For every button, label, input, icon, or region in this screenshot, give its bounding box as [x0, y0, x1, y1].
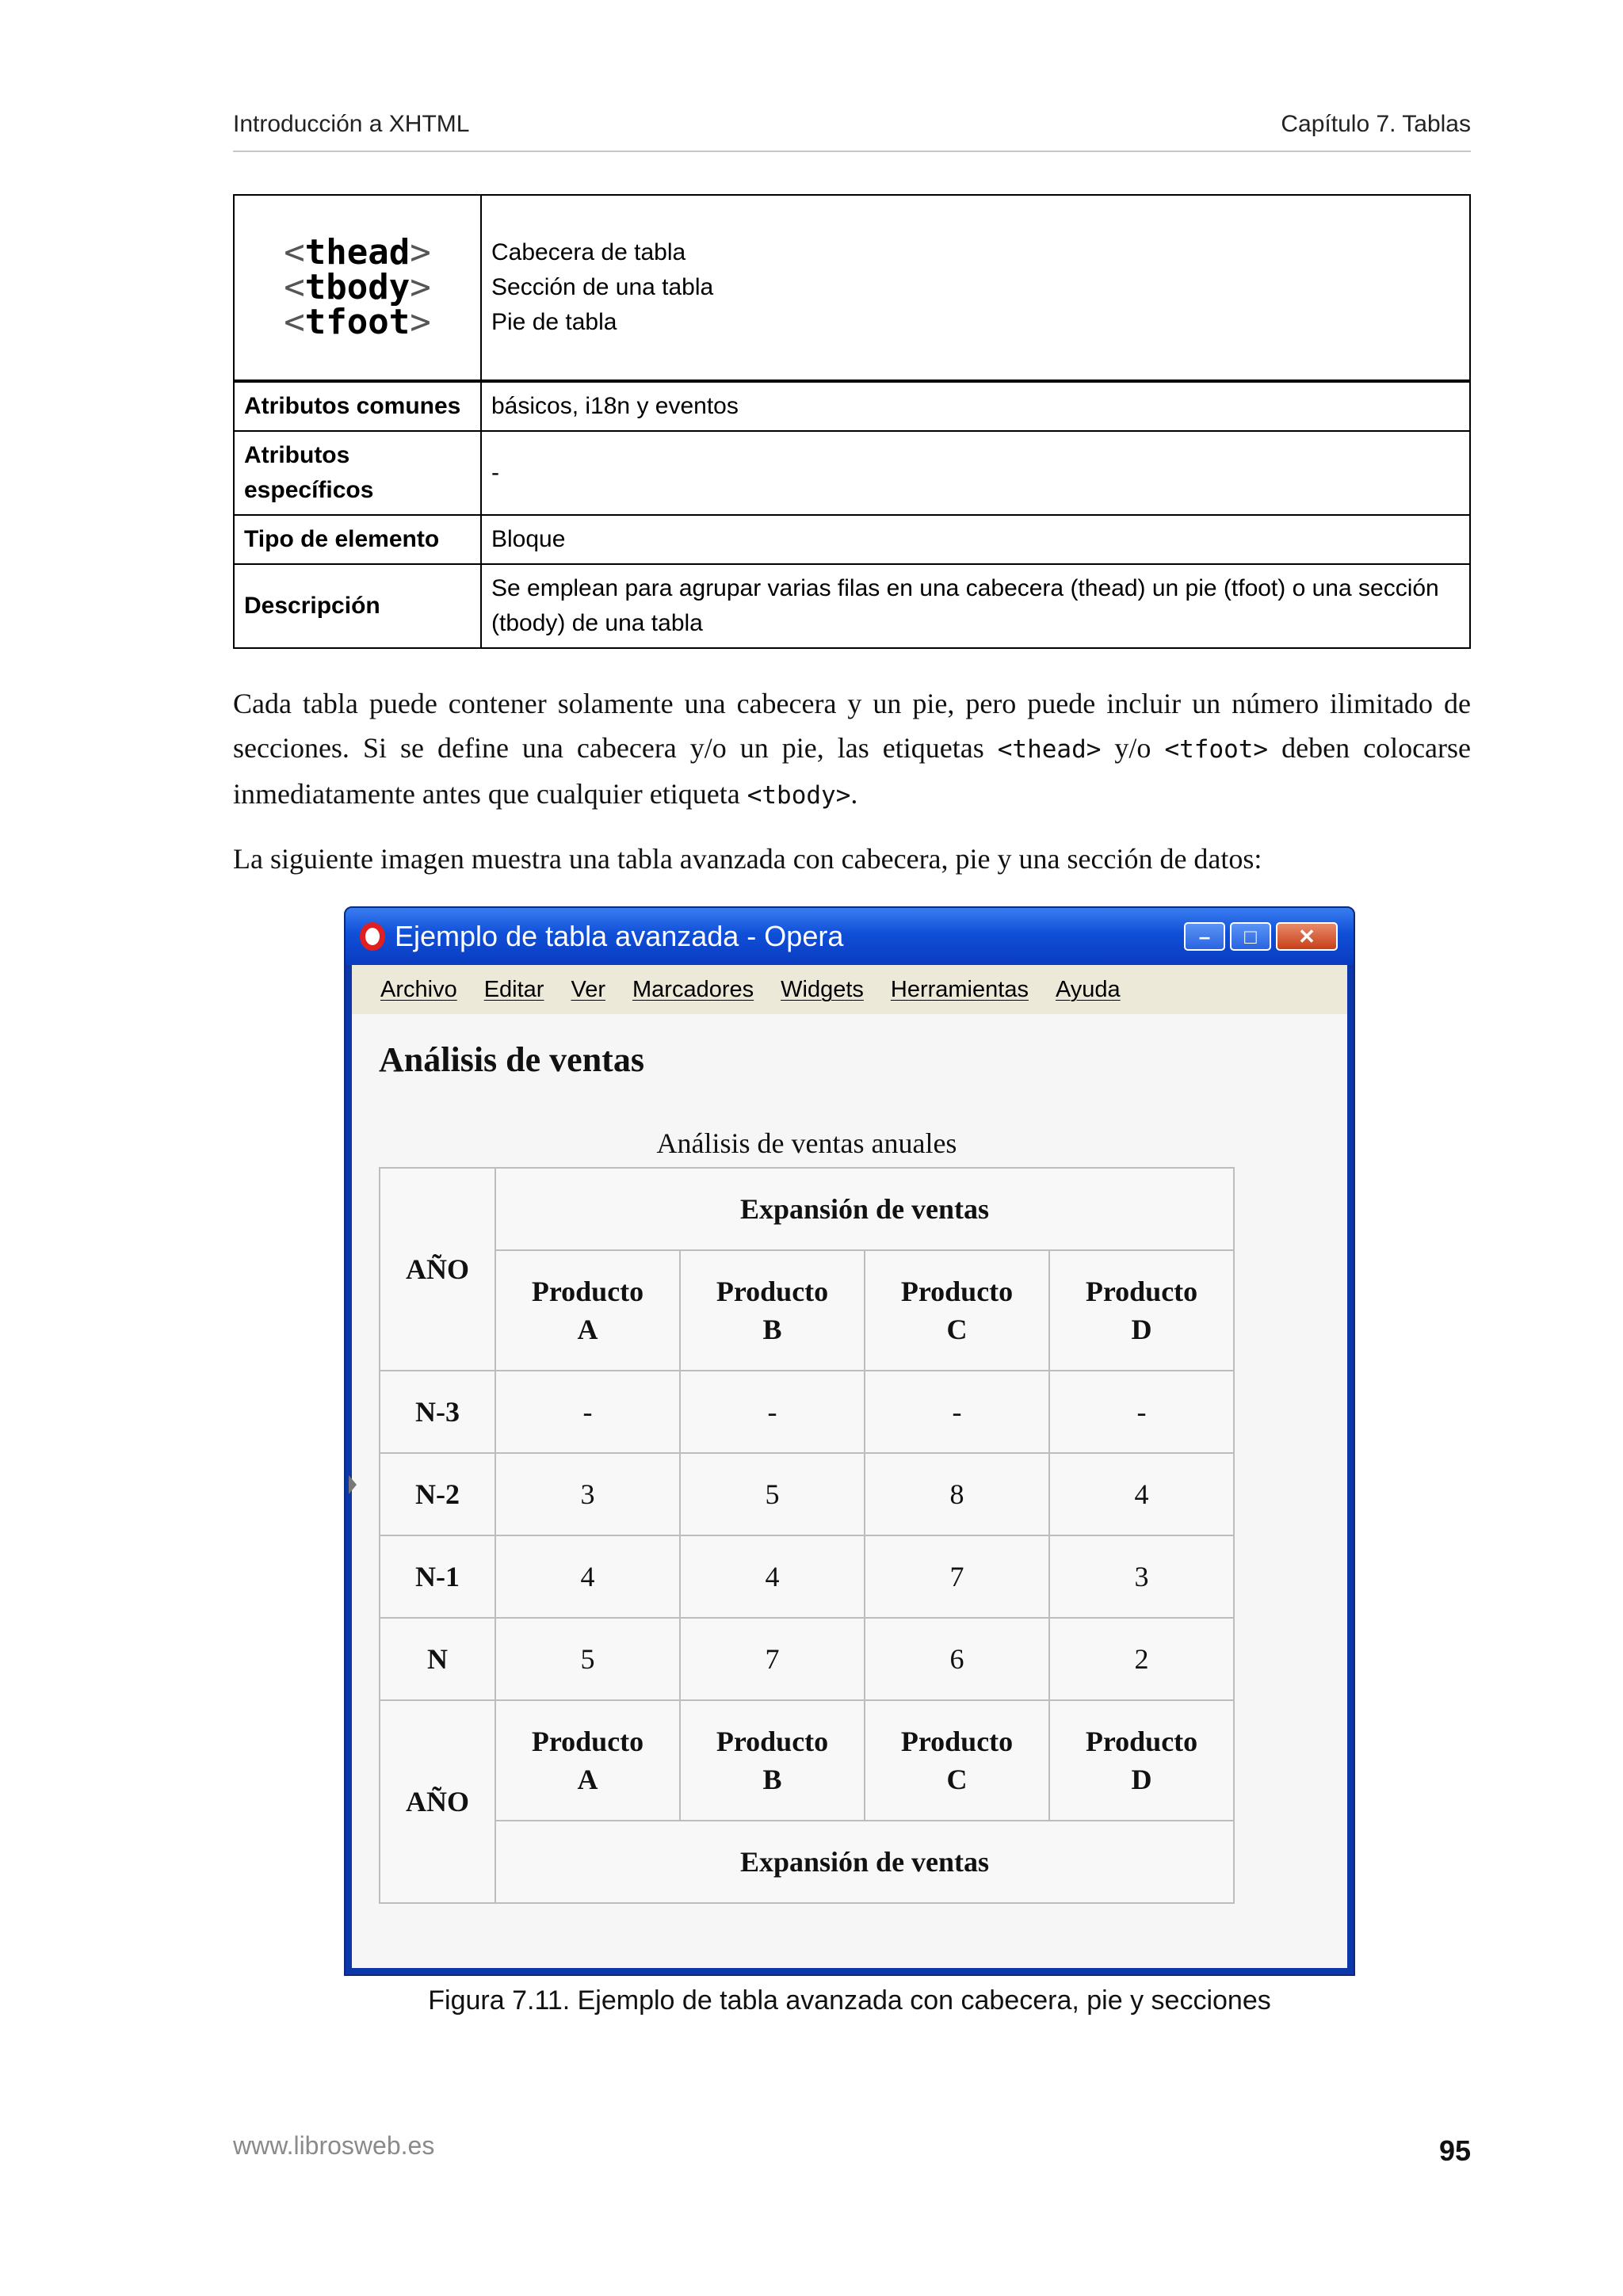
product-footer: Producto A: [495, 1700, 680, 1821]
element-reference-table: [233, 194, 1471, 649]
value-cell: -: [680, 1371, 865, 1453]
table-row: [380, 1371, 1234, 1453]
value-cell: 5: [680, 1453, 865, 1535]
row-value: Bloque: [481, 515, 1470, 564]
value-cell: -: [865, 1371, 1049, 1453]
year-header: AÑO: [380, 1168, 495, 1371]
year-footer: AÑO: [380, 1700, 495, 1903]
value-cell: 6: [865, 1618, 1049, 1700]
figure-caption: Figura 7.11. Ejemplo de tabla avanzada con cabecera, pie y secciones: [428, 1985, 1271, 2016]
header-chapter-title: Capítulo 7. Tablas: [1281, 111, 1471, 137]
header-book-title: Introducción a XHTML: [233, 111, 470, 137]
group-header: Expansión de ventas: [495, 1168, 1234, 1250]
close-icon[interactable]: ✕: [1276, 922, 1338, 951]
year-cell: N-2: [380, 1453, 495, 1535]
menu-marcadores[interactable]: Marcadores: [632, 976, 754, 1002]
row-label: Tipo de elemento: [234, 515, 481, 564]
menu-widgets[interactable]: Widgets: [781, 976, 864, 1002]
year-cell: N-1: [380, 1535, 495, 1618]
opera-logo-icon: [360, 922, 385, 951]
tag-description: Sección de una tabla: [491, 274, 714, 300]
footer-website-link[interactable]: www.librosweb.es: [233, 2131, 435, 2160]
menu-ayuda[interactable]: Ayuda: [1055, 976, 1121, 1002]
value-cell: -: [495, 1371, 680, 1453]
row-value: Se emplean para agrupar varias filas en una cabecera (thead) un pie (tfoot) o una sección (tbody) de una tabla: [481, 564, 1470, 648]
body-paragraph: La siguiente imagen muestra una tabla avanzada con cabecera, pie y una sección de datos:: [233, 843, 1262, 875]
tag-descriptions-cell: [481, 195, 1470, 381]
group-footer: Expansión de ventas: [495, 1821, 1234, 1903]
value-cell: 4: [680, 1535, 865, 1618]
year-cell: N-3: [380, 1371, 495, 1453]
table-row: [380, 1535, 1234, 1618]
sales-table: [379, 1167, 1235, 1904]
row-label: Atributos comunes: [234, 381, 481, 431]
product-header: Producto C: [865, 1250, 1049, 1371]
product-footer: Producto D: [1049, 1700, 1234, 1821]
tag-thead: thead: [304, 232, 411, 273]
row-value: -: [481, 431, 1470, 515]
row-value: básicos, i18n y eventos: [481, 381, 1470, 431]
body-paragraph: Cada tabla puede contener solamente una cabecera y un pie, pero puede incluir un número ilimitado de secciones. Si se define una cabecera y/o un pie, las etiquetas <thead> y/o <tfoot> deben colocarse inmediatamente antes que cualquier etiqueta <tbody>.: [233, 688, 1471, 810]
product-footer: Producto B: [680, 1700, 865, 1821]
table-caption: Análisis de ventas anuales: [656, 1127, 957, 1159]
value-cell: 7: [680, 1618, 865, 1700]
window-title-bar: [346, 908, 1354, 965]
value-cell: 4: [1049, 1453, 1234, 1535]
value-cell: 3: [1049, 1535, 1234, 1618]
row-label: Atributos específicos: [234, 431, 481, 515]
product-header: Producto D: [1049, 1250, 1234, 1371]
value-cell: 2: [1049, 1618, 1234, 1700]
value-cell: 4: [495, 1535, 680, 1618]
value-cell: 8: [865, 1453, 1049, 1535]
menu-ver[interactable]: Ver: [571, 976, 605, 1002]
value-cell: 3: [495, 1453, 680, 1535]
window-title: Ejemplo de tabla avanzada - Opera: [395, 920, 844, 952]
product-footer: Producto C: [865, 1700, 1049, 1821]
row-label: Descripción: [234, 564, 481, 648]
tag-tbody: tbody: [304, 267, 411, 307]
value-cell: 7: [865, 1535, 1049, 1618]
product-header: Producto A: [495, 1250, 680, 1371]
value-cell: 5: [495, 1618, 680, 1700]
value-cell: -: [1049, 1371, 1234, 1453]
page-number: 95: [1438, 2134, 1471, 2167]
maximize-icon[interactable]: □: [1230, 922, 1271, 951]
menu-bar: [352, 965, 1347, 1015]
tag-names-cell: <thead> <tbody> <tfoot>: [234, 195, 481, 381]
page-content: [352, 1014, 1347, 1968]
menu-editar[interactable]: Editar: [483, 976, 544, 1002]
menu-herramientas[interactable]: Herramientas: [890, 976, 1029, 1002]
table-row: [380, 1618, 1234, 1700]
page-header: [233, 111, 1471, 152]
tag-tfoot: tfoot: [304, 302, 411, 342]
tag-description: Pie de tabla: [491, 309, 617, 335]
menu-archivo[interactable]: Archivo: [380, 976, 457, 1002]
minimize-icon[interactable]: –: [1184, 922, 1225, 951]
side-arrow-icon: [349, 1475, 357, 1494]
tag-description: Cabecera de tabla: [491, 239, 686, 265]
year-cell: N: [380, 1618, 495, 1700]
content-heading: Análisis de ventas: [379, 1040, 644, 1079]
table-row: [380, 1453, 1234, 1535]
browser-window-screenshot: [344, 906, 1355, 1976]
product-header: Producto B: [680, 1250, 865, 1371]
